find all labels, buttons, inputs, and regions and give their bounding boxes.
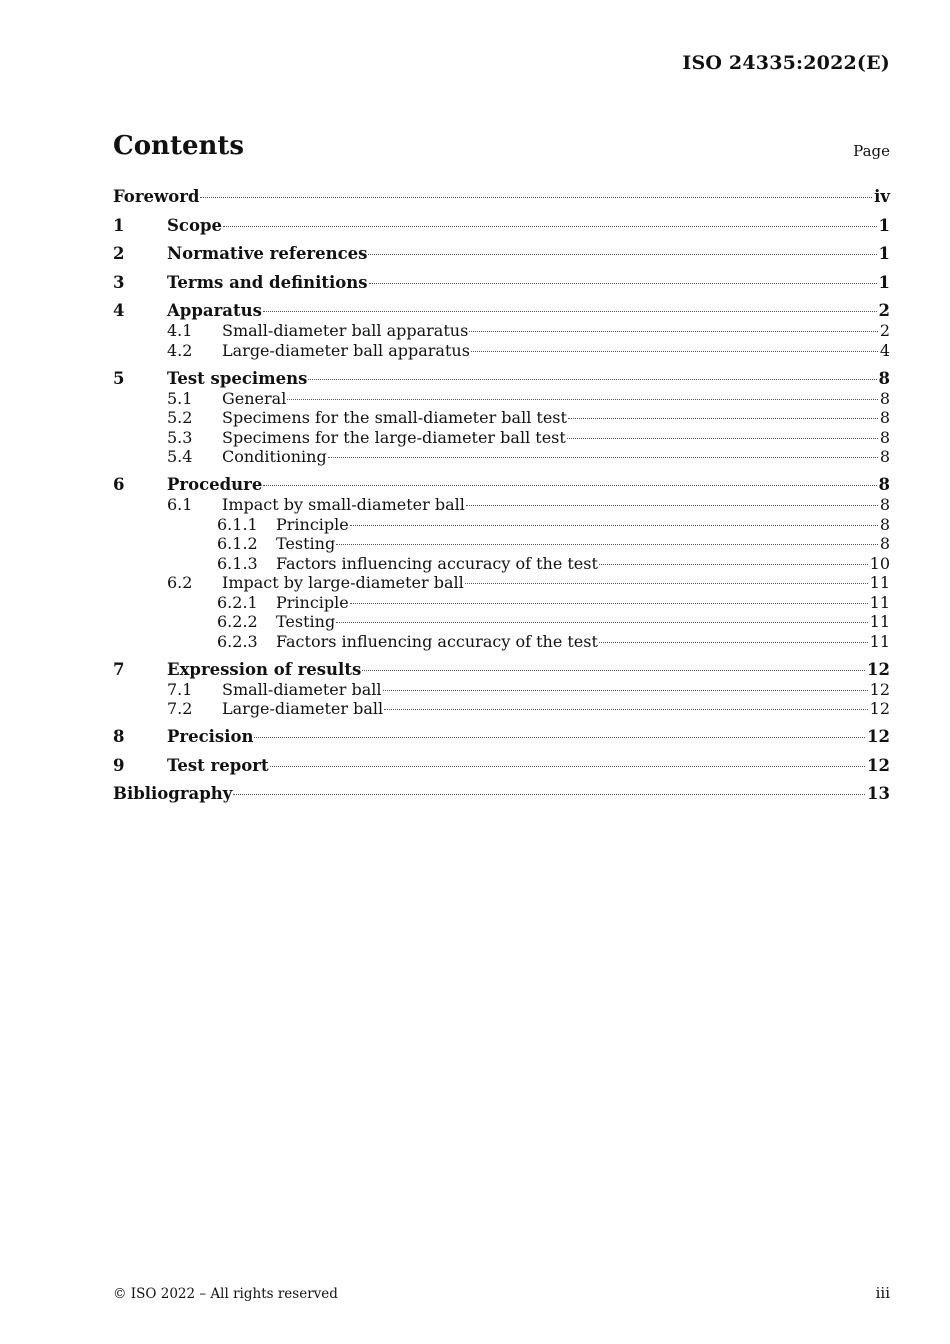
toc-label: Terms and definitions — [167, 272, 368, 292]
dot-leader — [599, 564, 868, 565]
toc-page: 8 — [879, 408, 890, 427]
toc-label: Test specimens — [167, 368, 308, 388]
toc-page: 8 — [878, 368, 890, 388]
toc-label: Normative references — [167, 244, 368, 263]
toc-entry-8[interactable] — [113, 726, 890, 747]
toc-entry-9[interactable] — [113, 755, 890, 776]
toc-label: Bibliography — [113, 784, 233, 803]
table-of-contents — [113, 186, 890, 804]
toc-number: 6.1.3 — [217, 553, 258, 573]
document-id: ISO 24335:2022(E) — [682, 52, 890, 74]
dot-leader — [233, 794, 865, 795]
toc-entry-foreword[interactable] — [113, 186, 890, 207]
toc-entry-bibliography[interactable] — [113, 783, 890, 804]
toc-number: 7 — [113, 659, 125, 679]
toc-label: Small-diameter ball — [222, 679, 382, 699]
toc-label: Specimens for the small-diameter ball test — [222, 408, 567, 427]
toc-number: 7.2 — [167, 699, 193, 718]
toc-number: 5.2 — [167, 408, 193, 427]
toc-number: 5.4 — [167, 447, 193, 466]
toc-entry-6-1-2[interactable] — [113, 534, 890, 554]
toc-page: 1 — [878, 244, 890, 263]
toc-entry-7[interactable] — [113, 659, 890, 680]
toc-entry-6-1-3[interactable] — [113, 554, 890, 574]
dot-leader — [254, 737, 865, 738]
toc-number: 9 — [113, 755, 125, 775]
toc-number: 7.1 — [167, 679, 193, 699]
toc-page: 12 — [867, 727, 890, 746]
toc-number: 6.1 — [167, 495, 193, 514]
toc-label: Precision — [167, 727, 254, 746]
dot-leader — [308, 379, 876, 380]
toc-number: 3 — [113, 272, 125, 292]
toc-label: Testing — [276, 534, 336, 553]
dot-leader — [465, 583, 868, 584]
dot-leader — [287, 399, 877, 400]
toc-label: Factors influencing accuracy of the test — [276, 631, 598, 651]
toc-label: Impact by large-diameter ball — [222, 573, 464, 592]
dot-leader — [223, 226, 877, 227]
toc-label: Scope — [167, 215, 223, 235]
toc-page: 8 — [879, 495, 890, 514]
toc-number: 5.3 — [167, 427, 193, 447]
toc-label: Principle — [276, 592, 349, 612]
toc-label: Test report — [167, 755, 269, 775]
toc-entry-6-1[interactable] — [113, 495, 890, 515]
toc-label: Large-diameter ball — [222, 699, 384, 718]
toc-page: 4 — [879, 340, 890, 360]
dot-leader — [328, 457, 878, 458]
toc-number: 6.2 — [167, 573, 193, 592]
toc-page: 12 — [869, 679, 890, 699]
toc-page: 2 — [879, 321, 890, 340]
toc-entry-5[interactable] — [113, 368, 890, 389]
toc-entry-4-1[interactable] — [113, 321, 890, 341]
toc-entry-5-2[interactable] — [113, 408, 890, 428]
toc-page: 12 — [869, 699, 890, 718]
toc-label: Impact by small-diameter ball — [222, 495, 465, 514]
toc-entry-1[interactable] — [113, 215, 890, 236]
toc-page: 11 — [869, 631, 890, 651]
dot-leader — [599, 642, 868, 643]
toc-number: 8 — [113, 727, 125, 746]
toc-number: 6.2.1 — [217, 592, 258, 612]
toc-number: 5 — [113, 368, 125, 388]
dot-leader — [368, 254, 876, 255]
dot-leader — [336, 544, 878, 545]
toc-entry-5-1[interactable] — [113, 389, 890, 409]
toc-label: Foreword — [113, 187, 200, 206]
toc-number: 1 — [113, 215, 125, 235]
dot-leader — [567, 438, 878, 439]
toc-entry-5-4[interactable] — [113, 447, 890, 467]
toc-label: Large-diameter ball apparatus — [222, 340, 470, 360]
toc-entry-6-1-1[interactable] — [113, 515, 890, 535]
dot-leader — [270, 766, 865, 767]
toc-label: Expression of results — [167, 659, 362, 679]
toc-page: 8 — [878, 475, 890, 494]
toc-page: 12 — [867, 659, 890, 679]
toc-page: 1 — [878, 272, 890, 292]
dot-leader — [350, 603, 868, 604]
toc-entry-6-2-2[interactable] — [113, 612, 890, 632]
toc-page: 8 — [879, 534, 890, 553]
toc-entry-4-2[interactable] — [113, 341, 890, 361]
dot-leader — [466, 505, 878, 506]
toc-number: 6 — [113, 475, 125, 494]
dot-leader — [362, 670, 865, 671]
toc-page: 8 — [879, 388, 890, 408]
toc-page: 11 — [869, 573, 890, 592]
toc-label: General — [222, 388, 287, 408]
toc-label: Principle — [276, 514, 349, 534]
toc-label: Conditioning — [222, 447, 327, 466]
toc-number: 6.2.3 — [217, 631, 258, 651]
toc-page: iv — [874, 187, 890, 206]
toc-number: 6.1.2 — [217, 534, 258, 553]
copyright-notice: © ISO 2022 – All rights reserved — [113, 1286, 338, 1302]
toc-label: Small-diameter ball apparatus — [222, 321, 469, 340]
page-column-label: Page — [853, 142, 890, 160]
dot-leader — [469, 331, 878, 332]
toc-page: 1 — [878, 215, 890, 235]
toc-page: 11 — [869, 612, 890, 631]
toc-label: Factors influencing accuracy of the test — [276, 553, 598, 573]
toc-entry-6-2-1[interactable] — [113, 593, 890, 613]
dot-leader — [369, 283, 877, 284]
toc-number: 5.1 — [167, 388, 193, 408]
page-title: Contents — [113, 131, 245, 161]
dot-leader — [336, 622, 867, 623]
toc-label: Testing — [276, 612, 336, 631]
toc-entry-7-1[interactable] — [113, 680, 890, 700]
toc-label: Procedure — [167, 475, 263, 494]
dot-leader — [384, 709, 868, 710]
dot-leader — [568, 418, 878, 419]
toc-entry-7-2[interactable] — [113, 699, 890, 719]
toc-entry-5-3[interactable] — [113, 428, 890, 448]
toc-entry-6-2-3[interactable] — [113, 632, 890, 652]
toc-entry-6-2[interactable] — [113, 573, 890, 593]
toc-number: 4.1 — [167, 321, 193, 340]
toc-page: 10 — [869, 553, 890, 573]
toc-page: 8 — [879, 447, 890, 466]
toc-page: 2 — [878, 301, 890, 320]
toc-page: 8 — [879, 427, 890, 447]
toc-page: 13 — [867, 784, 890, 803]
dot-leader — [471, 351, 878, 352]
toc-number: 2 — [113, 244, 125, 263]
dot-leader — [350, 525, 878, 526]
toc-number: 4.2 — [167, 340, 193, 360]
toc-entry-4[interactable] — [113, 300, 890, 321]
toc-label: Specimens for the large-diameter ball test — [222, 427, 566, 447]
page-number: iii — [875, 1284, 890, 1302]
toc-page: 12 — [867, 755, 890, 775]
toc-entry-6[interactable] — [113, 474, 890, 495]
dot-leader — [383, 690, 868, 691]
dot-leader — [263, 485, 876, 486]
toc-number: 4 — [113, 301, 125, 320]
toc-entry-2[interactable] — [113, 243, 890, 264]
toc-entry-3[interactable] — [113, 272, 890, 293]
toc-page: 11 — [869, 592, 890, 612]
dot-leader — [200, 197, 872, 198]
dot-leader — [263, 311, 877, 312]
toc-number: 6.2.2 — [217, 612, 258, 631]
toc-label: Apparatus — [167, 301, 262, 320]
toc-page: 8 — [879, 514, 890, 534]
toc-number: 6.1.1 — [217, 514, 258, 534]
